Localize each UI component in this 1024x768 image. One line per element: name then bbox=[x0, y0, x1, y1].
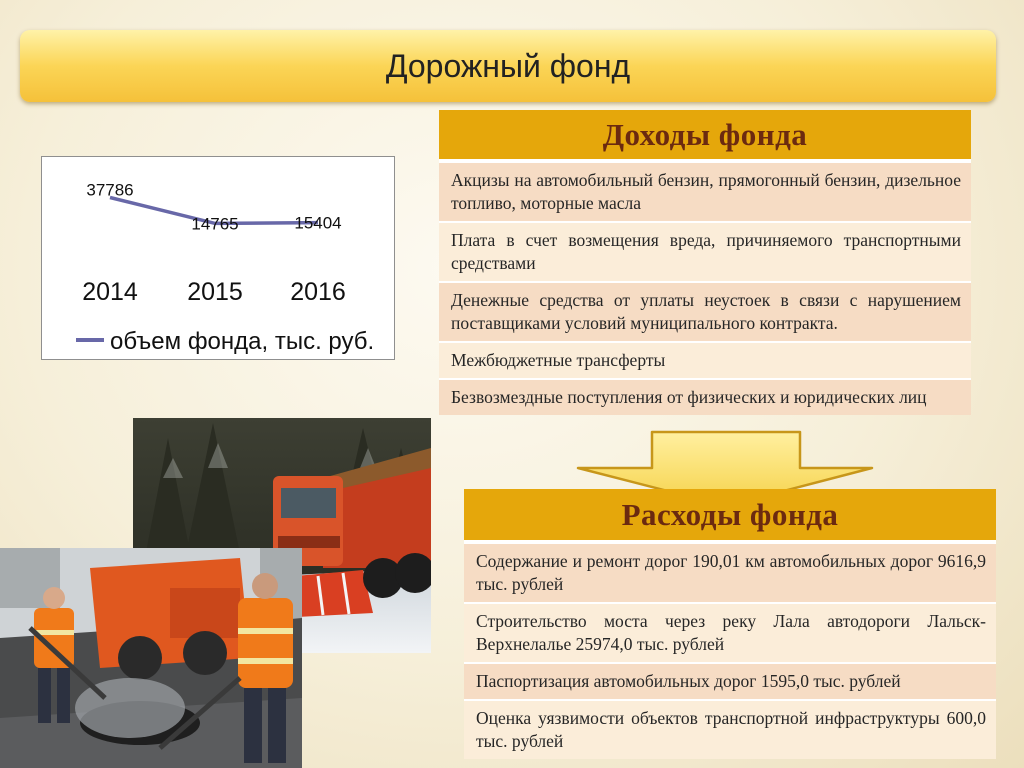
expense-row: Паспортизация автомобильных дорог 1595,0 тыс. рублей bbox=[464, 662, 996, 699]
x-tick-label: 2016 bbox=[290, 278, 346, 306]
slide-title: Дорожный фонд bbox=[20, 30, 996, 102]
road-repair-workers-photo bbox=[0, 548, 302, 768]
expense-table-title: Расходы фонда bbox=[464, 489, 996, 542]
x-tick-label: 2015 bbox=[187, 278, 243, 306]
income-row: Акцизы на автомобильный бензин, прямогонный бензин, дизельное топливо, моторные масла bbox=[439, 161, 971, 221]
income-row: Плата в счет возмещения вреда, причиняемого транспортными средствами bbox=[439, 221, 971, 281]
income-table bbox=[439, 110, 971, 415]
data-label: 37786 bbox=[86, 180, 134, 200]
income-row: Денежные средства от уплаты неустоек в связи с нарушением поставщиками условий муниципального контракта. bbox=[439, 281, 971, 341]
income-row: Межбюджетные трансферты bbox=[439, 341, 971, 378]
income-row: Безвозмездные поступления от физических и юридических лиц bbox=[439, 378, 971, 415]
expense-row: Строительство моста через реку Лала автодороги Лальск-Верхнелалье 25974,0 тыс. рублей bbox=[464, 602, 996, 662]
income-table-title: Доходы фонда bbox=[439, 110, 971, 161]
data-label: 15404 bbox=[294, 213, 342, 233]
fund-volume-chart bbox=[41, 156, 395, 360]
legend-label: объем фонда, тыс. руб. bbox=[110, 328, 375, 355]
expense-table bbox=[464, 489, 996, 759]
expense-row: Оценка уязвимости объектов транспортной инфраструктуры 600,0 тыс. рублей bbox=[464, 699, 996, 759]
x-tick-label: 2014 bbox=[82, 278, 138, 306]
expense-row: Содержание и ремонт дорог 190,01 км автомобильных дорог 9616,9 тыс. рублей bbox=[464, 542, 996, 602]
chart-canvas bbox=[42, 157, 394, 359]
data-label: 14765 bbox=[191, 214, 239, 234]
